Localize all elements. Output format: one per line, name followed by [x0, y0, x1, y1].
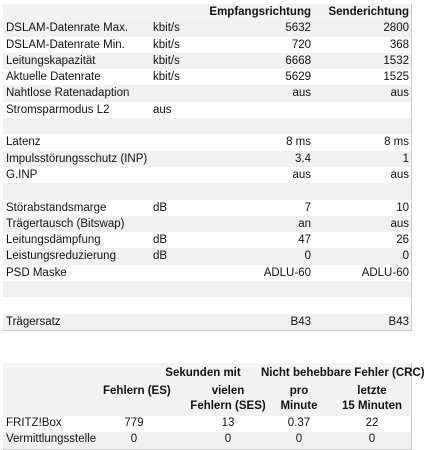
row-send-value: 368: [389, 38, 409, 51]
header-send-direction: Senderichtung: [328, 6, 409, 18]
error-ses-value: 0: [224, 433, 232, 445]
row-label: DSLAM-Datenrate Max.: [6, 22, 129, 35]
header-es: Fehlern (ES): [103, 385, 171, 397]
line-stats-table: [3, 4, 412, 331]
row-unit: kbit/s: [153, 38, 180, 51]
table-row: [3, 151, 411, 167]
header-per-minute-line2: Minute: [280, 400, 318, 412]
row-label: Impulsstörungsschutz (INP): [6, 152, 148, 165]
row-send-value: 10: [396, 201, 409, 214]
row-send-value: 26: [396, 234, 409, 247]
row-receive-value: aus: [292, 87, 311, 100]
error-row-fritzbox: [3, 416, 411, 432]
table-row: [3, 297, 411, 313]
row-receive-value: 6668: [285, 54, 311, 67]
row-receive-value: 7: [304, 201, 311, 214]
row-unit: dB: [153, 250, 168, 263]
table-row: [3, 200, 411, 216]
row-receive-value: ADLU-60: [263, 266, 311, 279]
header-receive-direction: Empfangsrichtung: [209, 6, 311, 18]
row-label: Trägersatz: [6, 315, 61, 328]
error-row-exchange: [3, 432, 411, 449]
row-send-value: 8 ms: [384, 136, 409, 149]
table-row: [3, 232, 411, 248]
table-row: [3, 248, 411, 264]
row-label: Leistungsreduzierung: [6, 250, 116, 263]
row-label: Aktuelle Datenrate: [6, 71, 101, 84]
error-group-header-row: [3, 363, 425, 384]
table-row: [3, 167, 411, 183]
row-label: Stromsparmodus L2: [6, 103, 110, 116]
table-row: [3, 53, 411, 69]
error-ses-value: 13: [221, 417, 235, 429]
header-crc-errors: Nicht behebbare Fehler (CRC): [261, 367, 425, 379]
row-receive-value: 8 ms: [286, 136, 311, 149]
row-send-value: ADLU-60: [361, 266, 409, 279]
error-stats-table: [3, 363, 425, 450]
row-send-value: aus: [390, 217, 409, 230]
table-row: [3, 118, 411, 134]
table-row: [3, 134, 411, 150]
table-row: [3, 216, 411, 232]
header-per-minute-line1: pro: [289, 385, 309, 397]
row-receive-value: 720: [291, 38, 311, 51]
table-header-row: [3, 4, 411, 20]
row-label: Trägertausch (Bitswap): [6, 217, 125, 230]
table-row: [3, 281, 411, 297]
row-label: DSLAM-Datenrate Min.: [6, 38, 125, 51]
row-unit: dB: [153, 201, 168, 214]
row-receive-value: an: [298, 217, 311, 230]
row-label: Leitungsdämpfung: [6, 234, 101, 247]
table-row: [3, 85, 411, 101]
row-send-value: 1525: [383, 71, 409, 84]
header-last-15-line2: 15 Minuten: [341, 400, 403, 412]
row-receive-value: aus: [292, 168, 311, 181]
row-send-value: aus: [390, 168, 409, 181]
table-row: [3, 20, 411, 36]
row-label: Nahtlose Ratenadaption: [6, 87, 130, 100]
row-label: Latenz: [6, 136, 41, 149]
error-last-15-value: 22: [365, 417, 379, 429]
row-send-value: aus: [390, 87, 409, 100]
error-column-header-row: [3, 384, 411, 416]
row-label: Leitungskapazität: [6, 54, 96, 67]
row-unit: aus: [153, 103, 172, 116]
error-row-label: FRITZ!Box: [6, 417, 62, 429]
row-label: PSD Maske: [6, 266, 67, 279]
header-last-15-line1: letzte: [357, 385, 387, 397]
header-ses-line1: vielen: [211, 385, 245, 397]
header-seconds-with: Sekunden mit: [165, 367, 241, 379]
row-receive-value: 5629: [285, 71, 311, 84]
row-send-value: 1: [402, 152, 409, 165]
row-send-value: B43: [388, 315, 409, 328]
row-send-value: 0: [402, 250, 409, 263]
table-row: [3, 69, 411, 85]
row-unit: dB: [153, 234, 168, 247]
error-row-label: Vermittlungsstelle: [6, 433, 97, 445]
error-es-value: 0: [130, 433, 138, 445]
table-row: [3, 314, 411, 330]
row-receive-value: B43: [290, 315, 311, 328]
error-per-minute-value: 0: [295, 433, 303, 445]
row-send-value: 1532: [383, 54, 409, 67]
table-row: [3, 102, 411, 118]
row-receive-value: 0: [304, 250, 311, 263]
row-unit: kbit/s: [153, 22, 180, 35]
table-row: [3, 183, 411, 199]
row-send-value: 2800: [383, 22, 409, 35]
table-row: [3, 37, 411, 53]
row-receive-value: 3.4: [295, 152, 311, 165]
row-unit: kbit/s: [153, 54, 180, 67]
row-label: Störabstandsmarge: [6, 201, 107, 214]
row-label: G.INP: [6, 168, 38, 181]
row-receive-value: 47: [298, 234, 311, 247]
error-es-value: 779: [124, 417, 144, 429]
row-unit: kbit/s: [153, 71, 180, 84]
error-per-minute-value: 0.37: [287, 417, 311, 429]
row-receive-value: 5632: [285, 22, 311, 35]
error-last-15-value: 0: [368, 433, 376, 445]
table-row: [3, 265, 411, 281]
header-ses-line2: Fehlern (SES): [190, 400, 266, 412]
